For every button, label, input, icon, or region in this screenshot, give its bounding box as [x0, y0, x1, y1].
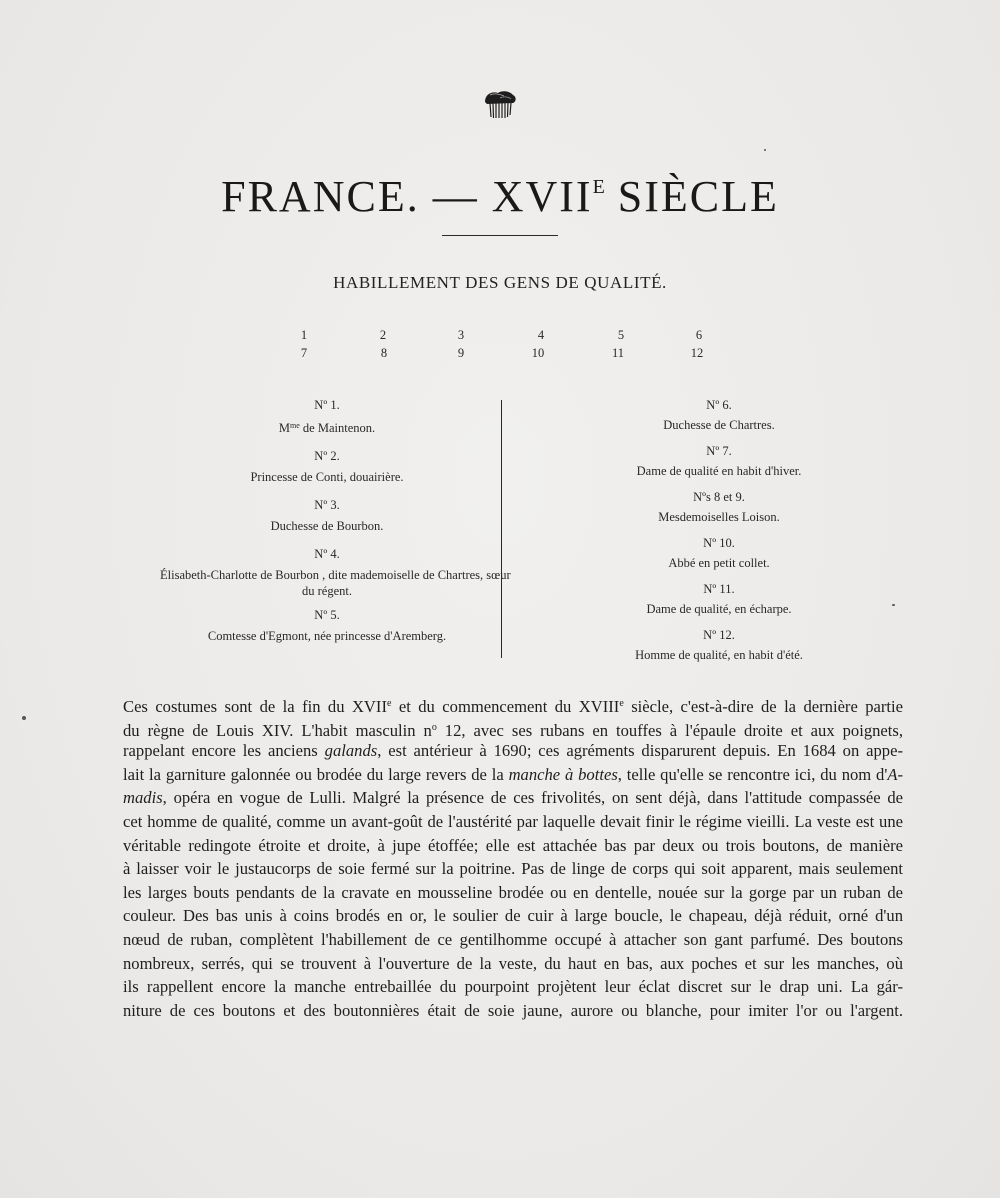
- paper-speck: [764, 149, 766, 151]
- body-line: les larges bouts pendants de la cravate en mousseline brodée ou en dentelle, nouée sur la gorge par un ruban de: [123, 882, 903, 902]
- figure-key-row-2: [0, 346, 1000, 364]
- superscript: e: [386, 698, 392, 709]
- italic-term: madis: [123, 788, 163, 808]
- legend-number: Nº 3.: [314, 498, 340, 512]
- paper-speck: [22, 716, 26, 720]
- figure-key-number: 11: [611, 346, 625, 360]
- legend-number: Nº 4.: [314, 547, 340, 561]
- title-superscript: E: [592, 176, 605, 198]
- text-run: 12, avec ses rubans en touffes à l'épaule droite et aux poignets,: [436, 720, 903, 740]
- text-run: lait la garniture galonnée ou brodée du large revers de la: [123, 764, 509, 784]
- legend-number: Nºs 8 et 9.: [693, 490, 745, 504]
- legend-number: Nº 10.: [703, 536, 735, 550]
- body-line: véritable redingote étroite et droite, à jupe étoffée; elle est attachée bas par deux ou trois boutons, de manière: [123, 835, 903, 855]
- legend-right-column: [568, 396, 870, 672]
- legend-name-part: de Maintenon.: [299, 421, 376, 435]
- text-run: , est antérieur à 1690; ces agréments disparurent depuis. En 1684 on appe-: [377, 741, 903, 761]
- legend-name: Dame de qualité en habit d'hiver.: [636, 464, 802, 478]
- figure-key-number: 12: [690, 346, 704, 360]
- legend-name-line: Élisabeth-Charlotte de Bourbon , dite mademoiselle de Chartres, sœur: [160, 568, 511, 582]
- figure-key-number: 4: [537, 328, 545, 342]
- legend-name: Abbé en petit collet.: [668, 556, 770, 570]
- text-run: , telle qu'elle se rencontre ici, du nom d': [617, 764, 888, 784]
- superscript: e: [619, 698, 624, 709]
- title-rule-divider: [442, 235, 558, 236]
- body-line: [123, 716, 903, 740]
- text-run: rappelant encore les anciens: [123, 741, 325, 761]
- legend-name-part: M: [278, 421, 290, 435]
- figure-key-number: 7: [300, 346, 308, 360]
- title-prefix: FRANCE. — XVII: [221, 172, 593, 221]
- body-line: niture de ces boutons et des boutonnières était de soie jaune, aurore ou blanche, pour imiter l'or ou l'argent.: [123, 1000, 903, 1020]
- paper-speck: [892, 604, 895, 606]
- figure-key-row-1: [0, 328, 1000, 346]
- comb-ornament-icon: [482, 90, 518, 120]
- superscript: o: [431, 721, 437, 733]
- page-title: [0, 162, 1000, 222]
- body-line: couleur. Des bas unis à coins brodés en or, le soulier de cuir à large boucle, le chapeau, déjà réduit, orné d'un: [123, 906, 903, 926]
- legend-number: Nº 11.: [703, 582, 735, 596]
- body-line: nœud de ruban, complètent l'habillement de ce gentilhomme occupé à attacher son gant parfumé. Des boutons: [123, 929, 903, 949]
- body-line: ils rappellent encore la manche entrebaillée du pourpoint projètent leur éclat discret sur le drap uni. La gár-: [123, 977, 903, 997]
- legend-name: Duchesse de Chartres.: [663, 418, 775, 432]
- section-subtitle: HABILLEMENT DES GENS DE QUALITÉ.: [333, 273, 667, 292]
- legend-name: Princesse de Conti, douairière.: [250, 470, 404, 484]
- body-paragraph: [123, 692, 903, 1022]
- legend-number: Nº 12.: [703, 628, 735, 642]
- legend-name-line: du régent.: [302, 584, 352, 598]
- text-run: et du commencement du XVIII: [391, 697, 620, 716]
- legend-number: Nº 1.: [314, 398, 340, 412]
- legend-name: Comtesse d'Egmont, née princesse d'Aremberg.: [207, 629, 447, 643]
- body-line: cet homme de qualité, comme un avant-goût de l'austérité par laquelle devait finir le régime vieilli. La veste est une: [123, 811, 903, 831]
- legend-name: Dame de qualité, en écharpe.: [646, 602, 792, 616]
- legend-number: Nº 5.: [314, 608, 340, 622]
- figure-key-number: 1: [300, 328, 308, 342]
- body-line: [123, 692, 903, 716]
- legend-name: [160, 567, 511, 599]
- text-run: , opéra en vogue de Lulli. Malgré la présence de ces frivolités, on sent déjà, dans l'attitude compassée de: [162, 788, 903, 808]
- italic-term: galands: [324, 741, 378, 761]
- figure-key-grid: [0, 328, 1000, 364]
- legend-name-sup: me: [290, 421, 300, 430]
- legend-name: Homme de qualité, en habit d'été.: [635, 648, 803, 662]
- body-line: [123, 763, 903, 787]
- body-line: [123, 739, 903, 763]
- figure-key-number: 10: [531, 346, 545, 360]
- legend-number: Nº 2.: [314, 449, 340, 463]
- legend-left-column: [160, 396, 511, 655]
- body-line: à laisser voir le justaucorps de soie fermé sur la poitrine. Pas de linge de corps qui soit apparent, mais seulement: [123, 859, 903, 879]
- text-run: du règne de Louis XIV. L'habit masculin n: [123, 720, 432, 740]
- column-divider: [501, 400, 502, 658]
- figure-key-number: 8: [380, 346, 388, 360]
- italic-term: A-: [887, 764, 903, 784]
- figure-key-number: 2: [379, 328, 387, 342]
- body-line: nombreux, serrés, qui se trouvent à l'ouverture de la veste, du haut en bas, aux poches et sur les manches, où: [123, 953, 903, 973]
- body-line: [123, 786, 903, 810]
- legend-number: Nº 7.: [706, 444, 732, 458]
- legend-name: [160, 418, 494, 436]
- legend-number: Nº 6.: [706, 398, 732, 412]
- legend-name: Duchesse de Bourbon.: [270, 519, 384, 533]
- title-suffix: SIÈCLE: [604, 172, 779, 221]
- figure-key-number: 9: [457, 346, 465, 360]
- figure-key-number: 5: [617, 328, 625, 342]
- italic-term: manche à bottes: [508, 764, 618, 784]
- legend-name: Mesdemoiselles Loison.: [658, 510, 780, 524]
- figure-key-number: 6: [695, 328, 703, 342]
- figure-key-number: 3: [457, 328, 465, 342]
- text-run: siècle, c'est-à-dire de la dernière partie: [623, 697, 904, 716]
- text-run: Ces costumes sont de la fin du XVII: [123, 697, 387, 716]
